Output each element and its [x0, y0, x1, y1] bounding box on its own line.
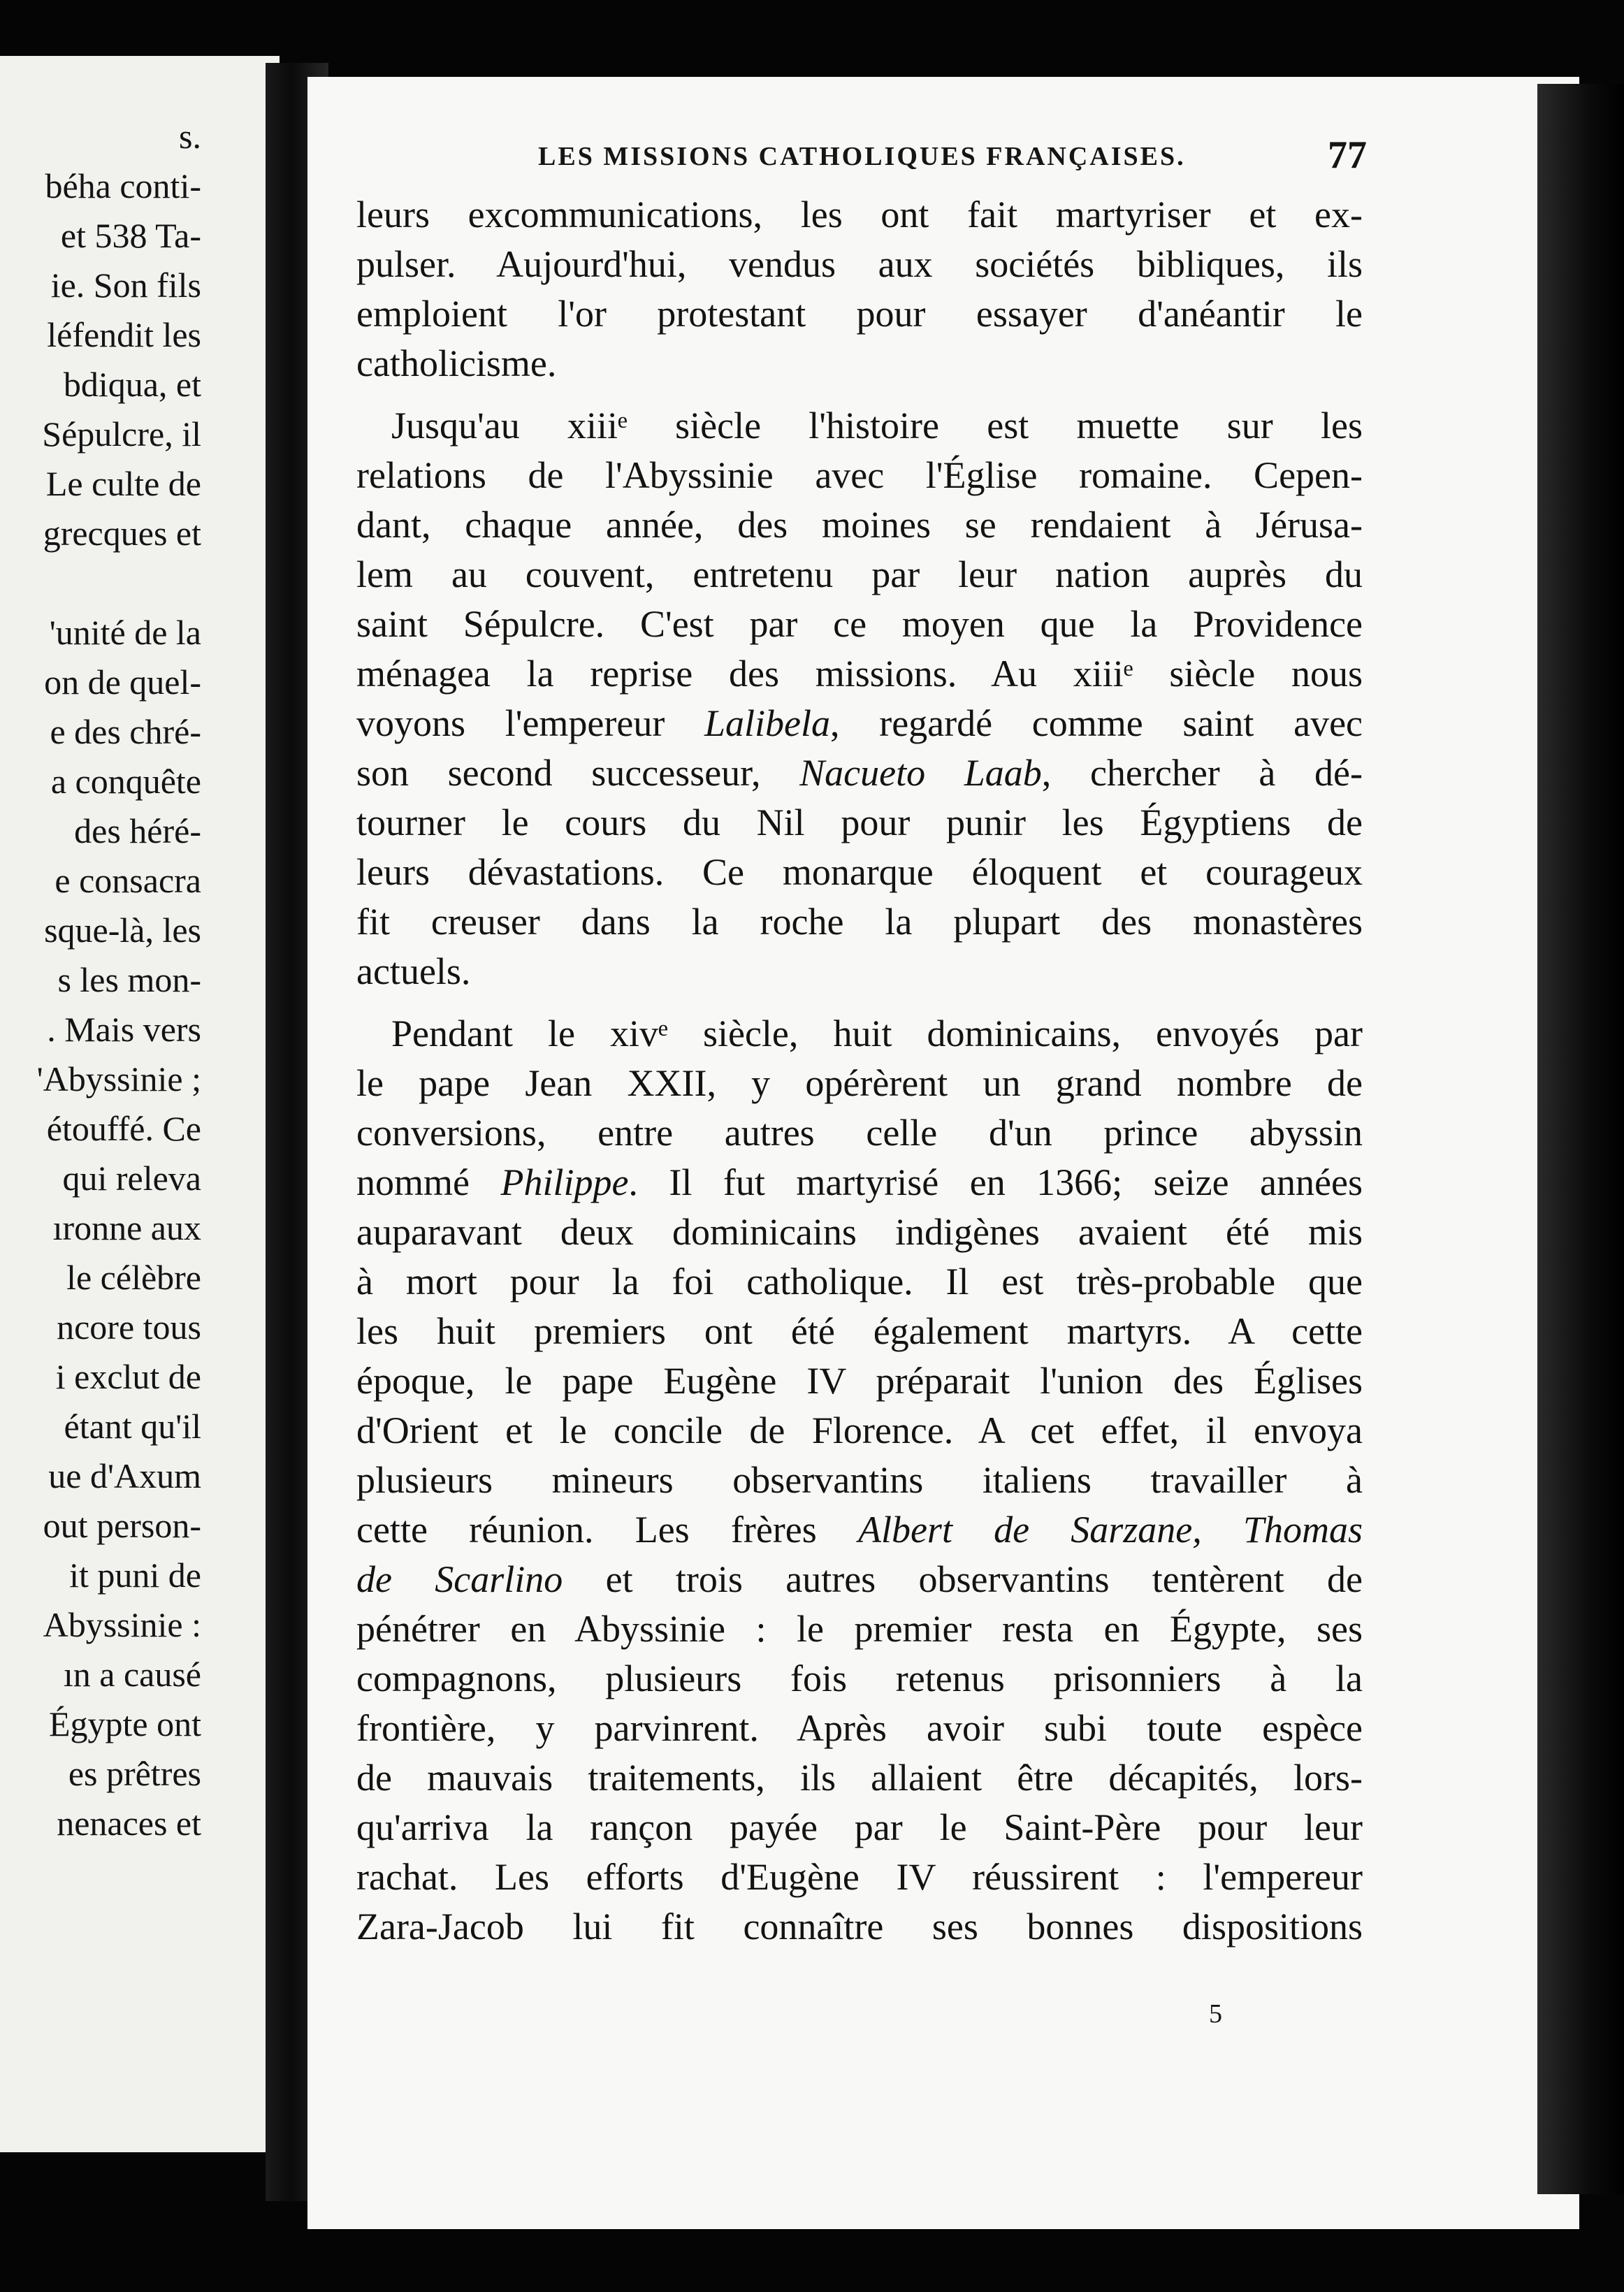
right-page — [307, 77, 1579, 2229]
body-line: leurs excommunications, les ont fait martyriser et ex- — [356, 194, 1363, 235]
left-page-line: léfendit les — [47, 315, 201, 354]
body-line: relations de l'Abyssinie avec l'Église romaine. Cepen- — [356, 454, 1363, 496]
body-line: fit creuser dans la roche la plupart des monastères — [356, 901, 1363, 943]
left-page-line: ue d'Axum — [48, 1456, 201, 1495]
body-line: conversions, entre autres celle d'un prince abyssin — [356, 1112, 1363, 1154]
left-page-line: es prêtres — [68, 1754, 201, 1793]
left-page-line: ncore tous — [57, 1307, 201, 1347]
left-page-line: ie. Son fils — [50, 266, 201, 305]
left-page-line: le célèbre — [66, 1258, 201, 1297]
left-page-line: bdiqua, et — [63, 365, 201, 404]
body-line: plusieurs mineurs observantins italiens travailler à — [356, 1459, 1363, 1501]
body-line: ménagea la reprise des missions. Au xiiiᵉ siècle nous — [356, 653, 1363, 695]
body-line: les huit premiers ont été également martyrs. A cette — [356, 1310, 1363, 1352]
page-number: 77 — [1328, 133, 1367, 177]
left-page-line: i exclut de — [55, 1357, 201, 1396]
body-line: nommé Philippe. Il fut martyrisé en 1366; seize années — [356, 1161, 1363, 1203]
left-page-line: s. — [179, 117, 201, 156]
body-line: Zara-Jacob lui fit connaître ses bonnes dispositions — [356, 1906, 1363, 1948]
body-line: auparavant deux dominicains indigènes avaient été mis — [356, 1211, 1363, 1253]
left-page-line: e consacra — [55, 861, 201, 900]
body-line: pulser. Aujourd'hui, vendus aux sociétés bibliques, ils — [356, 243, 1363, 285]
body-line: pénétrer en Abyssinie : le premier resta en Égypte, ses — [356, 1608, 1363, 1650]
left-page-line: et 538 Ta- — [60, 216, 201, 255]
left-page-line: étouffé. Ce — [46, 1109, 201, 1148]
left-page-line: Égypte ont — [48, 1704, 201, 1743]
body-line: à mort pour la foi catholique. Il est très-probable que — [356, 1261, 1363, 1303]
running-header: LES MISSIONS CATHOLIQUES FRANÇAISES. — [538, 142, 1186, 171]
body-line: époque, le pape Eugène IV préparait l'union des Églises — [356, 1360, 1363, 1402]
body-line: qu'arriva la rançon payée par le Saint-Père pour leur — [356, 1806, 1363, 1848]
left-page-line: Sépulcre, il — [42, 414, 201, 454]
left-page-line: étant qu'il — [64, 1407, 201, 1446]
left-page-line: ıronne aux — [52, 1208, 201, 1247]
left-page-line: nenaces et — [57, 1804, 201, 1843]
signature-mark: 5 — [1209, 1999, 1222, 2029]
left-facing-page — [0, 56, 280, 2152]
body-line: rachat. Les efforts d'Eugène IV réussirent : l'empereur — [356, 1856, 1363, 1898]
left-page-line: 'Abyssinie ; — [36, 1059, 201, 1098]
body-line: actuels. — [356, 950, 471, 992]
body-line: voyons l'empereur Lalibela, regardé comme saint avec — [356, 702, 1363, 744]
left-page-line: e des chré- — [50, 712, 201, 751]
left-page-line: Le culte de — [45, 464, 201, 503]
body-line: frontière, y parvinrent. Après avoir subi toute espèce — [356, 1707, 1363, 1749]
left-page-line: s les mon- — [57, 960, 201, 999]
left-page-line: 'unité de la — [49, 613, 201, 652]
left-page-line: ın a causé — [63, 1655, 201, 1694]
left-page-line: des héré- — [74, 811, 201, 850]
left-page-line: out person- — [43, 1506, 201, 1545]
body-line: dant, chaque année, des moines se rendaient à Jérusa- — [356, 504, 1363, 546]
left-page-line: qui releva — [62, 1159, 201, 1198]
left-page-line: Abyssinie : — [43, 1605, 201, 1644]
body-line: de mauvais traitements, ils allaient être décapités, lors- — [356, 1757, 1363, 1799]
body-line: catholicisme. — [356, 342, 557, 384]
left-page-line: béha conti- — [45, 166, 201, 205]
body-line: Jusqu'au xiiiᵉ siècle l'histoire est muette sur les — [391, 405, 1363, 447]
left-page-line: . Mais vers — [47, 1010, 201, 1049]
body-line: tourner le cours du Nil pour punir les Égyptiens de — [356, 802, 1363, 843]
body-line: emploient l'or protestant pour essayer d'anéantir le — [356, 293, 1363, 335]
left-page-line: grecques et — [43, 514, 201, 553]
body-line: d'Orient et le concile de Florence. A cet effet, il envoya — [356, 1409, 1363, 1451]
body-line: de Scarlino et trois autres observantins tentèrent de — [356, 1558, 1363, 1600]
body-line: leurs dévastations. Ce monarque éloquent et courageux — [356, 851, 1363, 893]
left-page-line: sque-là, les — [44, 911, 201, 950]
body-line: saint Sépulcre. C'est par ce moyen que la Providence — [356, 603, 1363, 645]
body-line: Pendant le xivᵉ siècle, huit dominicains, envoyés par — [391, 1013, 1363, 1054]
left-page-line: a conquête — [50, 762, 201, 801]
left-page-line: it puni de — [69, 1555, 201, 1595]
page-edge-shadow — [1537, 84, 1624, 2194]
body-line: le pape Jean XXII, y opérèrent un grand nombre de — [356, 1062, 1363, 1104]
body-line: son second successeur, Nacueto Laab, chercher à dé- — [356, 752, 1363, 794]
body-line: cette réunion. Les frères Albert de Sarzane, Thomas — [356, 1509, 1363, 1551]
left-page-line: on de quel- — [44, 662, 201, 702]
body-line: lem au couvent, entretenu par leur nation auprès du — [356, 553, 1363, 595]
body-line: compagnons, plusieurs fois retenus prisonniers à la — [356, 1658, 1363, 1699]
